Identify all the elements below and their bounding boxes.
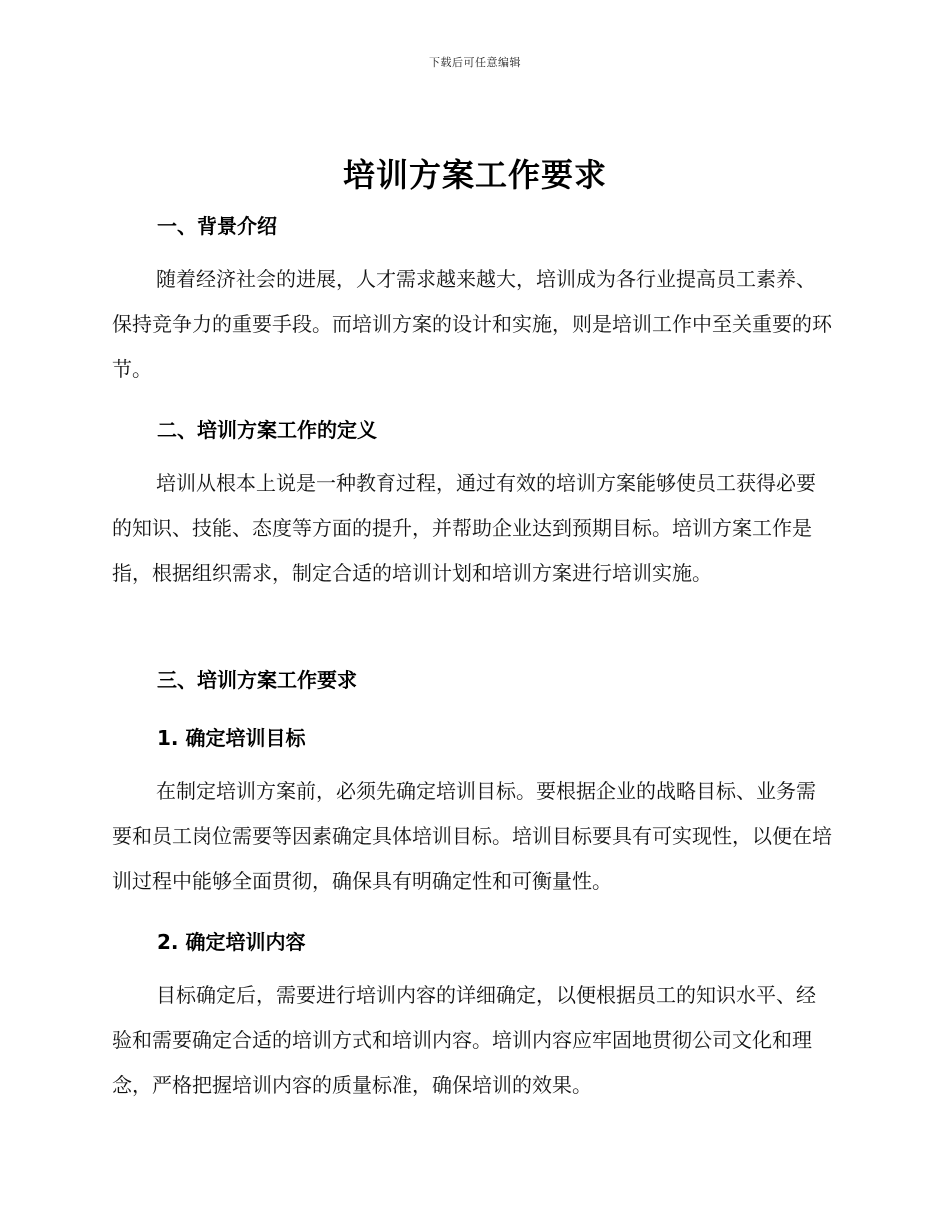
section-heading-requirements: 三、培训方案工作要求 xyxy=(157,668,357,692)
section-heading-definition: 二、培训方案工作的定义 xyxy=(157,418,377,442)
section-paragraph-definition: 培训从根本上说是一种教育过程，通过有效的培训方案能够使员工获得必要的知识、技能、态度等方面的提升，并帮助企业达到预期目标。培训方案工作是指，根据组织需求，制定合适的培训计划和培训方案进行培训实施。 xyxy=(112,471,816,585)
subsection-heading-goals: 1. 确定培训目标 xyxy=(157,726,306,750)
subsection-heading-content: 2. 确定培训内容 xyxy=(157,930,306,954)
header-note: 下载后可任意编辑 xyxy=(429,56,521,69)
section-heading-background: 一、背景介绍 xyxy=(157,214,277,238)
section-paragraph-background: 随着经济社会的进展，人才需求越来越大，培训成为各行业提高员工素养、保持竞争力的重要手段。而培训方案的设计和实施，则是培训工作中至关重要的环节。 xyxy=(112,267,832,381)
subsection-paragraph-content: 目标确定后，需要进行培训内容的详细确定，以便根据员工的知识水平、经验和需要确定合适的培训方式和培训内容。培训内容应牢固地贯彻公司文化和理念，严格把握培训内容的质量标准，确保培训的效果。 xyxy=(112,983,816,1097)
document-title: 培训方案工作要求 xyxy=(342,156,607,194)
subsection-paragraph-goals: 在制定培训方案前，必须先确定培训目标。要根据企业的战略目标、业务需要和员工岗位需要等因素确定具体培训目标。培训目标要具有可实现性，以便在培训过程中能够全面贯彻，确保具有明确定性和可衡量性。 xyxy=(112,779,832,893)
